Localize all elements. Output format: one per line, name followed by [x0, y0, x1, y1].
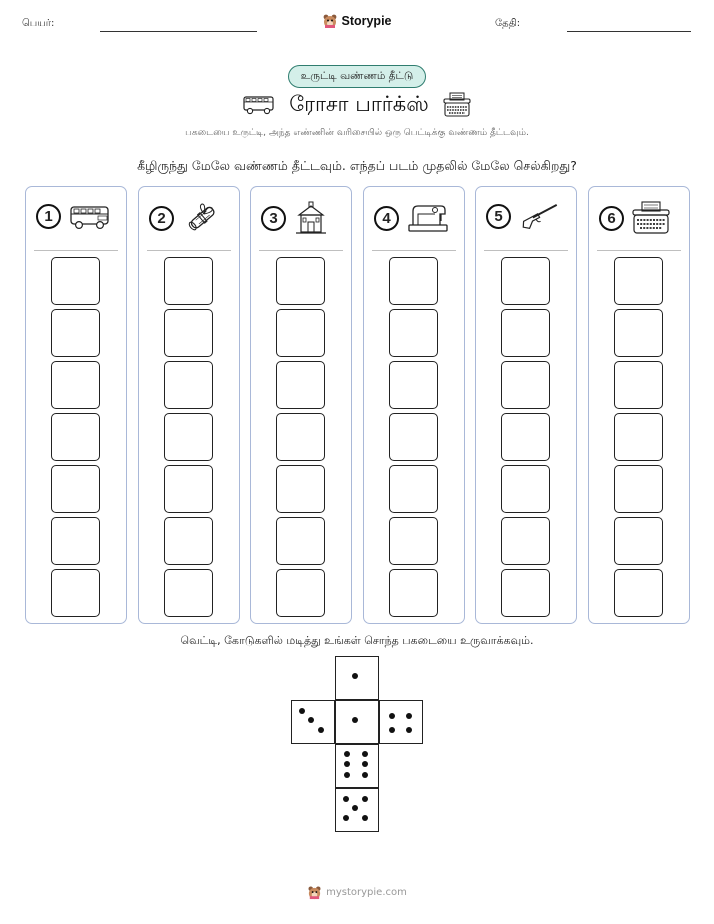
- date-label: தேதி:: [495, 18, 521, 29]
- column-4: [363, 186, 465, 624]
- color-box[interactable]: [51, 465, 100, 513]
- column-5: [475, 186, 577, 624]
- dice-face-2: [379, 700, 423, 744]
- color-box[interactable]: [164, 569, 213, 617]
- dice-pip: [299, 708, 305, 714]
- dice-pip: [308, 717, 314, 723]
- color-box[interactable]: [51, 309, 100, 357]
- typewriter-icon: [632, 201, 670, 235]
- dice-face-1: [335, 656, 379, 700]
- dice-pip: [362, 751, 368, 757]
- color-box[interactable]: [164, 413, 213, 461]
- color-box[interactable]: [614, 361, 663, 409]
- dice-pip: [406, 713, 412, 719]
- column-divider: [372, 250, 456, 251]
- color-box[interactable]: [389, 257, 438, 305]
- dice-pip: [343, 815, 349, 821]
- color-box[interactable]: [614, 257, 663, 305]
- dice-pip: [352, 805, 358, 811]
- column-header: [374, 201, 449, 235]
- column-2: [138, 186, 240, 624]
- dice-pip: [344, 772, 350, 778]
- dice-pip: [406, 727, 412, 733]
- color-box[interactable]: [389, 465, 438, 513]
- color-box[interactable]: [389, 569, 438, 617]
- color-box[interactable]: [51, 413, 100, 461]
- color-box[interactable]: [276, 517, 325, 565]
- color-box[interactable]: [164, 257, 213, 305]
- typewriter-icon: [443, 92, 471, 118]
- color-box[interactable]: [501, 257, 550, 305]
- column-header: [261, 201, 328, 235]
- storypie-logo-icon: [307, 885, 322, 900]
- color-box[interactable]: [164, 465, 213, 513]
- color-box[interactable]: [276, 361, 325, 409]
- color-box[interactable]: [614, 413, 663, 461]
- color-box[interactable]: [51, 257, 100, 305]
- color-box[interactable]: [501, 569, 550, 617]
- color-box[interactable]: [51, 361, 100, 409]
- color-box[interactable]: [389, 309, 438, 357]
- dice-pip: [352, 673, 358, 679]
- color-box[interactable]: [276, 309, 325, 357]
- dice-face-3: [291, 700, 335, 744]
- dice-pip: [362, 815, 368, 821]
- activity-badge: உருட்டி வண்ணம் தீட்டு: [288, 65, 426, 88]
- name-label: பெயர்:: [22, 18, 55, 29]
- column-1: [25, 186, 127, 624]
- column-divider: [147, 250, 231, 251]
- column-number: 5: [486, 204, 511, 229]
- sewing-machine-icon: [407, 201, 449, 235]
- dice-pip: [362, 772, 368, 778]
- column-header: [486, 201, 561, 231]
- dice-pip: [352, 717, 358, 723]
- column-divider: [484, 250, 568, 251]
- rifle-icon: [519, 201, 561, 231]
- cut-instructions: வெட்டி, கோடுகளில் மடித்து உங்கள் சொந்த பகடையை உருவாக்கவும்.: [180, 634, 534, 647]
- footer-url[interactable]: mystorypie.com: [326, 887, 407, 898]
- color-box[interactable]: [501, 465, 550, 513]
- dice-pip: [389, 713, 395, 719]
- color-box[interactable]: [614, 465, 663, 513]
- color-box[interactable]: [614, 569, 663, 617]
- color-box[interactable]: [164, 517, 213, 565]
- color-box[interactable]: [164, 361, 213, 409]
- column-6: [588, 186, 690, 624]
- color-box[interactable]: [389, 413, 438, 461]
- color-box[interactable]: [389, 361, 438, 409]
- color-box[interactable]: [501, 517, 550, 565]
- column-header: [599, 201, 670, 235]
- instructions: பகடையை உருட்டி, அந்த எண்ணின் வரிசையில் ஒரு பெட்டிக்கு வண்ணம் தீட்டவும்.: [185, 128, 529, 138]
- storypie-logo-icon: [322, 13, 338, 29]
- color-box[interactable]: [276, 569, 325, 617]
- school-bus-icon: [69, 201, 111, 231]
- dice-pip: [362, 796, 368, 802]
- color-box[interactable]: [389, 517, 438, 565]
- dice-pip: [344, 751, 350, 757]
- column-divider: [34, 250, 118, 251]
- column-number: 1: [36, 204, 61, 229]
- dice-pip: [318, 727, 324, 733]
- dice-pip: [344, 761, 350, 767]
- brand-name: Storypie: [341, 14, 392, 28]
- title-row: [0, 88, 714, 122]
- color-box[interactable]: [51, 517, 100, 565]
- brand: [0, 13, 714, 33]
- page-title: ரோசா பார்க்ஸ்: [289, 91, 429, 116]
- schoolhouse-icon: [294, 201, 328, 235]
- column-header: [149, 201, 224, 235]
- column-number: 6: [599, 206, 624, 231]
- column-divider: [597, 250, 681, 251]
- color-box[interactable]: [276, 465, 325, 513]
- column-number: 2: [149, 206, 174, 231]
- column-number: 4: [374, 206, 399, 231]
- color-box[interactable]: [501, 361, 550, 409]
- date-line[interactable]: [567, 31, 691, 32]
- color-box[interactable]: [276, 257, 325, 305]
- question: கீழிருந்து மேலே வண்ணம் தீட்டவும். எந்தப் படம் முதலில் மேலே செல்கிறது?: [137, 158, 577, 173]
- dice-pip: [343, 796, 349, 802]
- color-box[interactable]: [51, 569, 100, 617]
- dice-face-5: [335, 788, 379, 832]
- color-box[interactable]: [614, 309, 663, 357]
- dice-face-1: [335, 700, 379, 744]
- color-box[interactable]: [501, 309, 550, 357]
- color-box[interactable]: [614, 517, 663, 565]
- column-number: 3: [261, 206, 286, 231]
- dice-pip: [389, 727, 395, 733]
- color-box[interactable]: [276, 413, 325, 461]
- column-divider: [259, 250, 343, 251]
- footer: [0, 885, 714, 904]
- color-box[interactable]: [501, 413, 550, 461]
- column-header: [36, 201, 111, 231]
- dice-face-6: [335, 744, 379, 788]
- school-bus-icon: [243, 95, 275, 115]
- dice-pip: [362, 761, 368, 767]
- color-box[interactable]: [164, 309, 213, 357]
- column-3: [250, 186, 352, 624]
- diploma-scroll-icon: [182, 201, 224, 235]
